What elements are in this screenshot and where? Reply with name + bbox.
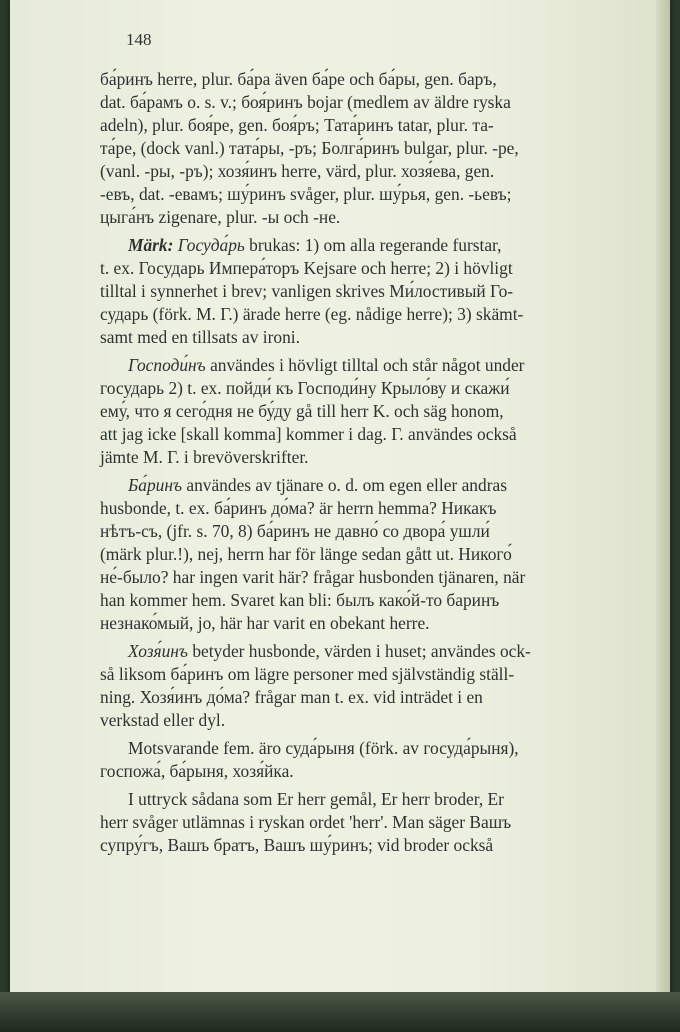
line-text: verkstad eller dyl. xyxy=(100,710,226,730)
headword: Госуда́рь xyxy=(177,235,245,255)
line-text: -евъ, dat. -евамъ; шу́ринъ svåger, plur. шу́рья, gen. -ьевъ; xyxy=(100,184,512,204)
text-line xyxy=(100,114,622,137)
text-line xyxy=(100,520,622,543)
headword: Хозя́инъ xyxy=(128,641,188,661)
page-number: 148 xyxy=(126,30,152,49)
paragraph xyxy=(100,640,622,732)
line-text: användes i hövligt tilltal och står något under xyxy=(205,355,525,375)
note-label: Märk: xyxy=(128,235,178,255)
line-text: не́-было? har ingen varit här? frågar husbonden tjänaren, när xyxy=(100,567,526,587)
text-line xyxy=(100,91,622,114)
text-line xyxy=(100,737,622,760)
line-text: сударь (förk. М. Г.) ärade herre (eg. nådige herre); 3) skämt- xyxy=(100,304,524,324)
line-text: госпожа́, ба́рыня, хозя́йка. xyxy=(100,761,294,781)
line-text: betyder husbonde, värden i huset; användes ock- xyxy=(187,641,531,661)
line-text: государь 2) t. ex. пойди́ къ Господи́ну Крыло́ву и скажи́ xyxy=(100,378,510,398)
text-line xyxy=(100,160,622,183)
line-text: brukas: 1) om alla regerande furstar, xyxy=(244,235,502,255)
line-text: ему́, что я сего́дня не бу́ду gå till herr K. och säg honom, xyxy=(100,401,504,421)
text-line xyxy=(100,377,622,400)
text-line xyxy=(100,206,622,229)
text-line xyxy=(100,326,622,349)
text-line xyxy=(100,68,622,91)
text-line xyxy=(100,446,622,469)
line-text: han kommer hem. Svaret kan bli: былъ како́й-то баринъ xyxy=(100,590,500,610)
text-line xyxy=(100,589,622,612)
text-line xyxy=(100,137,622,160)
text-line xyxy=(100,834,622,857)
paragraph xyxy=(100,354,622,469)
text-line xyxy=(100,280,622,303)
line-text: нѣтъ-съ, (jfr. s. 70, 8) ба́ринъ не давно́ со двора́ ушли́ xyxy=(100,521,490,541)
line-text: незнако́мый, jo, här har varit en obekant herre. xyxy=(100,613,430,633)
text-line xyxy=(100,303,622,326)
line-text: (märk plur.!), nej, herrn har för länge sedan gått ut. Никого́ xyxy=(100,544,512,564)
line-text: jämte М. Г. i brevöverskrifter. xyxy=(100,447,309,467)
line-text: та́ре, (dock vanl.) тата́ры, -ръ; Болга́ринъ bulgar, plur. -ре, xyxy=(100,138,519,158)
paragraph xyxy=(100,234,622,349)
paragraph xyxy=(100,68,622,229)
text-line xyxy=(100,423,622,446)
line-text: användes av tjänare o. d. om egen eller andras xyxy=(182,475,507,495)
line-text: samt med en tillsats av ironi. xyxy=(100,327,300,347)
body-text xyxy=(100,68,622,862)
text-line xyxy=(100,686,622,709)
text-line xyxy=(100,354,622,377)
text-line xyxy=(100,640,622,663)
text-line xyxy=(100,760,622,783)
bottom-shadow xyxy=(0,992,680,1032)
book-page xyxy=(10,0,670,1000)
line-text: dat. ба́рамъ o. s. v.; боя́ринъ bojar (medlem av äldre ryska xyxy=(100,92,511,112)
text-line xyxy=(100,183,622,206)
line-text: Motsvarande fem. äro суда́рыня (förk. av госуда́рыня), xyxy=(128,738,519,758)
line-text: t. ex. Государь Импера́торъ Kejsare och herre; 2) i hövligt xyxy=(100,258,513,278)
page-spine xyxy=(656,0,670,1000)
line-text: så liksom ба́ринъ om lägre personer med självständig ställ- xyxy=(100,664,515,684)
text-line xyxy=(100,612,622,635)
line-text: herr svåger utlämnas i ryskan ordet 'herr'. Man säger Вашъ xyxy=(100,812,512,832)
line-text: I uttryck sådana som Er herr gemål, Er herr broder, Er xyxy=(128,789,504,809)
line-text: супру́гъ, Вашъ братъ, Вашъ шу́ринъ; vid broder också xyxy=(100,835,494,855)
text-line xyxy=(100,234,622,257)
text-line xyxy=(100,257,622,280)
paragraph xyxy=(100,788,622,857)
text-line xyxy=(100,474,622,497)
line-text: (vanl. -ры, -ръ); хозя́инъ herre, värd, plur. хозя́ева, gen. xyxy=(100,161,495,181)
line-text: ба́ринъ herre, plur. ба́ра även ба́ре och ба́ры, gen. баръ, xyxy=(100,69,497,89)
paragraph xyxy=(100,474,622,635)
text-line xyxy=(100,543,622,566)
text-line xyxy=(100,811,622,834)
text-line xyxy=(100,663,622,686)
text-line xyxy=(100,709,622,732)
headword: Ба́ринъ xyxy=(128,475,182,495)
line-text: цыга́нъ zigenare, plur. -ы och -не. xyxy=(100,207,341,227)
line-text: adeln), plur. боя́ре, gen. боя́ръ; Тата́ринъ tatar, plur. та- xyxy=(100,115,494,135)
line-text: tilltal i synnerhet i brev; vanligen skrives Ми́лостивый Го- xyxy=(100,281,514,301)
line-text: att jag icke [skall komma] kommer i dag. Г. användes också xyxy=(100,424,517,444)
line-text: husbonde, t. ex. ба́ринъ до́ма? är herrn hemma? Никакъ xyxy=(100,498,497,518)
headword: Господи́нъ xyxy=(128,355,206,375)
line-text: ning. Хозя́инъ до́ма? frågar man t. ex. vid inträdet i en xyxy=(100,687,483,707)
text-line xyxy=(100,497,622,520)
text-line xyxy=(100,788,622,811)
paragraph xyxy=(100,737,622,783)
text-line xyxy=(100,400,622,423)
text-line xyxy=(100,566,622,589)
